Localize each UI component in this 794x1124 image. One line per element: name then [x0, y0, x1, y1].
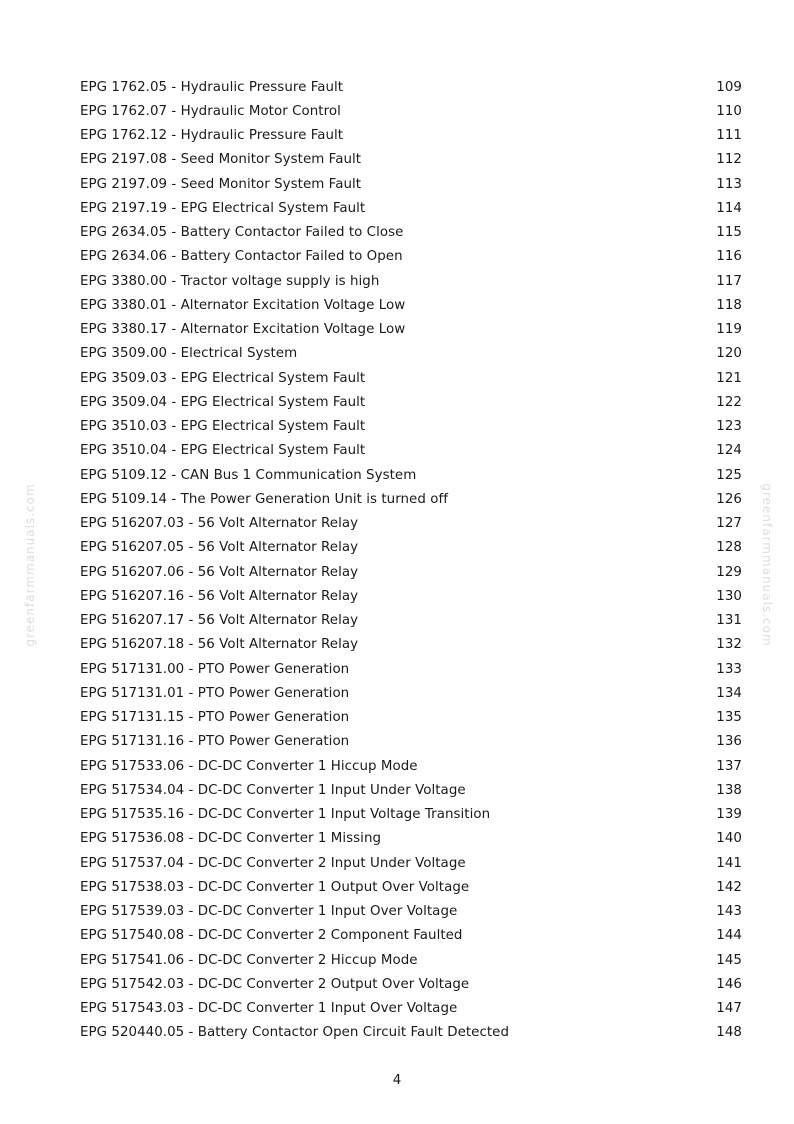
toc-entry[interactable] [80, 512, 742, 536]
toc-entry-title: EPG 5109.12 - CAN Bus 1 Communication System [80, 467, 417, 483]
toc-entry[interactable] [80, 318, 742, 342]
toc-entry-title: EPG 517537.04 - DC-DC Converter 2 Input Under Voltage [80, 855, 466, 871]
toc-entry[interactable] [80, 972, 742, 996]
toc-entry-page: 146 [716, 976, 742, 992]
toc-entry-title: EPG 517131.00 - PTO Power Generation [80, 661, 350, 677]
toc-entry-page: 148 [716, 1025, 742, 1041]
toc-entry[interactable] [80, 706, 742, 730]
toc-entry-page: 117 [716, 273, 742, 289]
toc-entry[interactable] [80, 463, 742, 487]
toc-entry-page: 138 [716, 782, 742, 798]
toc-entry-page: 145 [716, 952, 742, 968]
toc-entry-title: EPG 3510.04 - EPG Electrical System Fault [80, 443, 366, 459]
toc-entry-title: EPG 517131.15 - PTO Power Generation [80, 710, 350, 726]
toc-entry[interactable] [80, 196, 742, 220]
toc-entry[interactable] [80, 342, 742, 366]
toc-entry-page: 140 [716, 831, 742, 847]
toc-entry[interactable] [80, 924, 742, 948]
toc-entry-page: 136 [716, 734, 742, 750]
toc-entry-page: 111 [716, 128, 742, 144]
toc-entry-page: 116 [716, 249, 742, 265]
toc-entry-title: EPG 520440.05 - Battery Contactor Open Circuit Fault Detected [80, 1025, 510, 1041]
toc-entry[interactable] [80, 293, 742, 317]
toc-entry-page: 114 [716, 200, 742, 216]
toc-entry-title: EPG 517538.03 - DC-DC Converter 1 Output Over Voltage [80, 879, 470, 895]
toc-entry-title: EPG 1762.12 - Hydraulic Pressure Fault [80, 128, 344, 144]
toc-entry[interactable] [80, 681, 742, 705]
toc-entry-title: EPG 1762.05 - Hydraulic Pressure Fault [80, 79, 344, 95]
toc-entry[interactable] [80, 390, 742, 414]
toc-entry-title: EPG 517533.06 - DC-DC Converter 1 Hiccup Mode [80, 758, 418, 774]
toc-entry-title: EPG 3509.03 - EPG Electrical System Fault [80, 370, 366, 386]
toc-entry-page: 119 [716, 322, 742, 338]
toc-entry[interactable] [80, 778, 742, 802]
toc-entry-page: 131 [716, 613, 742, 629]
watermark-right: greenfarmmanuals.com [760, 483, 774, 647]
toc-entry-title: EPG 2634.05 - Battery Contactor Failed to Close [80, 225, 404, 241]
toc-entry[interactable] [80, 75, 742, 99]
toc-entry[interactable] [80, 172, 742, 196]
toc-entry-title: EPG 2197.09 - Seed Monitor System Fault [80, 176, 362, 192]
toc-entry-title: EPG 5109.14 - The Power Generation Unit is turned off [80, 491, 448, 507]
toc-entry-title: EPG 517539.03 - DC-DC Converter 1 Input Over Voltage [80, 904, 458, 920]
toc-entry-page: 123 [716, 419, 742, 435]
toc-entry[interactable] [80, 124, 742, 148]
toc-entry-title: EPG 517542.03 - DC-DC Converter 2 Output Over Voltage [80, 976, 470, 992]
toc-entry[interactable] [80, 754, 742, 778]
toc-entry[interactable] [80, 997, 742, 1021]
toc-entry[interactable] [80, 221, 742, 245]
toc-entry-title: EPG 517540.08 - DC-DC Converter 2 Component Faulted [80, 928, 463, 944]
table-of-contents [80, 75, 742, 1045]
toc-entry-title: EPG 3380.00 - Tractor voltage supply is high [80, 273, 380, 289]
toc-entry-title: EPG 516207.05 - 56 Volt Alternator Relay [80, 540, 359, 556]
toc-entry-page: 147 [716, 1001, 742, 1017]
toc-entry[interactable] [80, 803, 742, 827]
toc-entry-title: EPG 2634.06 - Battery Contactor Failed to Open [80, 249, 403, 265]
toc-entry-page: 143 [716, 904, 742, 920]
toc-entry-page: 121 [716, 370, 742, 386]
toc-entry[interactable] [80, 948, 742, 972]
toc-entry-title: EPG 517534.04 - DC-DC Converter 1 Input Under Voltage [80, 782, 466, 798]
toc-entry-title: EPG 517535.16 - DC-DC Converter 1 Input Voltage Transition [80, 807, 491, 823]
toc-entry-page: 110 [716, 103, 742, 119]
toc-entry[interactable] [80, 269, 742, 293]
toc-entry-page: 109 [716, 79, 742, 95]
watermark-left: greenfarmmanuals.com [23, 483, 37, 647]
toc-entry-title: EPG 2197.08 - Seed Monitor System Fault [80, 152, 362, 168]
toc-entry-title: EPG 516207.06 - 56 Volt Alternator Relay [80, 564, 359, 580]
toc-entry-title: EPG 3509.00 - Electrical System [80, 346, 298, 362]
toc-entry-page: 113 [716, 176, 742, 192]
toc-entry[interactable] [80, 415, 742, 439]
toc-entry-title: EPG 2197.19 - EPG Electrical System Fault [80, 200, 366, 216]
page-number: 4 [392, 1073, 402, 1088]
toc-entry-title: EPG 3380.01 - Alternator Excitation Voltage Low [80, 297, 406, 313]
toc-entry-title: EPG 517131.16 - PTO Power Generation [80, 734, 350, 750]
toc-entry-title: EPG 516207.03 - 56 Volt Alternator Relay [80, 516, 359, 532]
toc-entry-title: EPG 517541.06 - DC-DC Converter 2 Hiccup Mode [80, 952, 418, 968]
toc-entry-title: EPG 516207.17 - 56 Volt Alternator Relay [80, 613, 359, 629]
toc-entry-title: EPG 3510.03 - EPG Electrical System Fault [80, 419, 366, 435]
toc-entry-title: EPG 3380.17 - Alternator Excitation Voltage Low [80, 322, 406, 338]
toc-entry[interactable] [80, 560, 742, 584]
toc-entry[interactable] [80, 99, 742, 123]
toc-entry-page: 118 [716, 297, 742, 313]
toc-entry[interactable] [80, 245, 742, 269]
toc-entry[interactable] [80, 487, 742, 511]
toc-entry[interactable] [80, 1021, 742, 1045]
toc-entry-page: 129 [716, 564, 742, 580]
toc-entry-page: 141 [716, 855, 742, 871]
toc-entry-title: EPG 517131.01 - PTO Power Generation [80, 685, 350, 701]
toc-entry-page: 120 [716, 346, 742, 362]
toc-entry[interactable] [80, 851, 742, 875]
toc-entry-page: 134 [716, 685, 742, 701]
toc-entry-title: EPG 516207.18 - 56 Volt Alternator Relay [80, 637, 359, 653]
toc-entry-page: 135 [716, 710, 742, 726]
toc-entry-page: 127 [716, 516, 742, 532]
toc-entry-page: 137 [716, 758, 742, 774]
toc-entry[interactable] [80, 730, 742, 754]
toc-entry-page: 142 [716, 879, 742, 895]
toc-entry-page: 133 [716, 661, 742, 677]
toc-entry-title: EPG 1762.07 - Hydraulic Motor Control [80, 103, 341, 119]
toc-entry-page: 122 [716, 394, 742, 410]
toc-entry-title: EPG 517543.03 - DC-DC Converter 1 Input Over Voltage [80, 1001, 458, 1017]
toc-entry-page: 128 [716, 540, 742, 556]
toc-entry[interactable] [80, 536, 742, 560]
toc-entry[interactable] [80, 366, 742, 390]
toc-entry-title: EPG 517536.08 - DC-DC Converter 1 Missing [80, 831, 382, 847]
toc-entry-page: 125 [716, 467, 742, 483]
toc-entry-page: 124 [716, 443, 742, 459]
toc-entry-title: EPG 3509.04 - EPG Electrical System Fault [80, 394, 366, 410]
toc-entry[interactable] [80, 657, 742, 681]
toc-entry[interactable] [80, 609, 742, 633]
toc-entry[interactable] [80, 827, 742, 851]
toc-entry[interactable] [80, 584, 742, 608]
toc-entry-page: 112 [716, 152, 742, 168]
toc-entry[interactable] [80, 439, 742, 463]
toc-entry[interactable] [80, 875, 742, 899]
toc-entry[interactable] [80, 148, 742, 172]
toc-entry[interactable] [80, 900, 742, 924]
toc-entry-page: 126 [716, 491, 742, 507]
toc-entry-page: 139 [716, 807, 742, 823]
toc-entry-page: 144 [716, 928, 742, 944]
toc-entry-title: EPG 516207.16 - 56 Volt Alternator Relay [80, 588, 359, 604]
toc-entry-page: 115 [716, 225, 742, 241]
toc-entry-page: 132 [716, 637, 742, 653]
toc-entry-page: 130 [716, 588, 742, 604]
toc-entry[interactable] [80, 633, 742, 657]
